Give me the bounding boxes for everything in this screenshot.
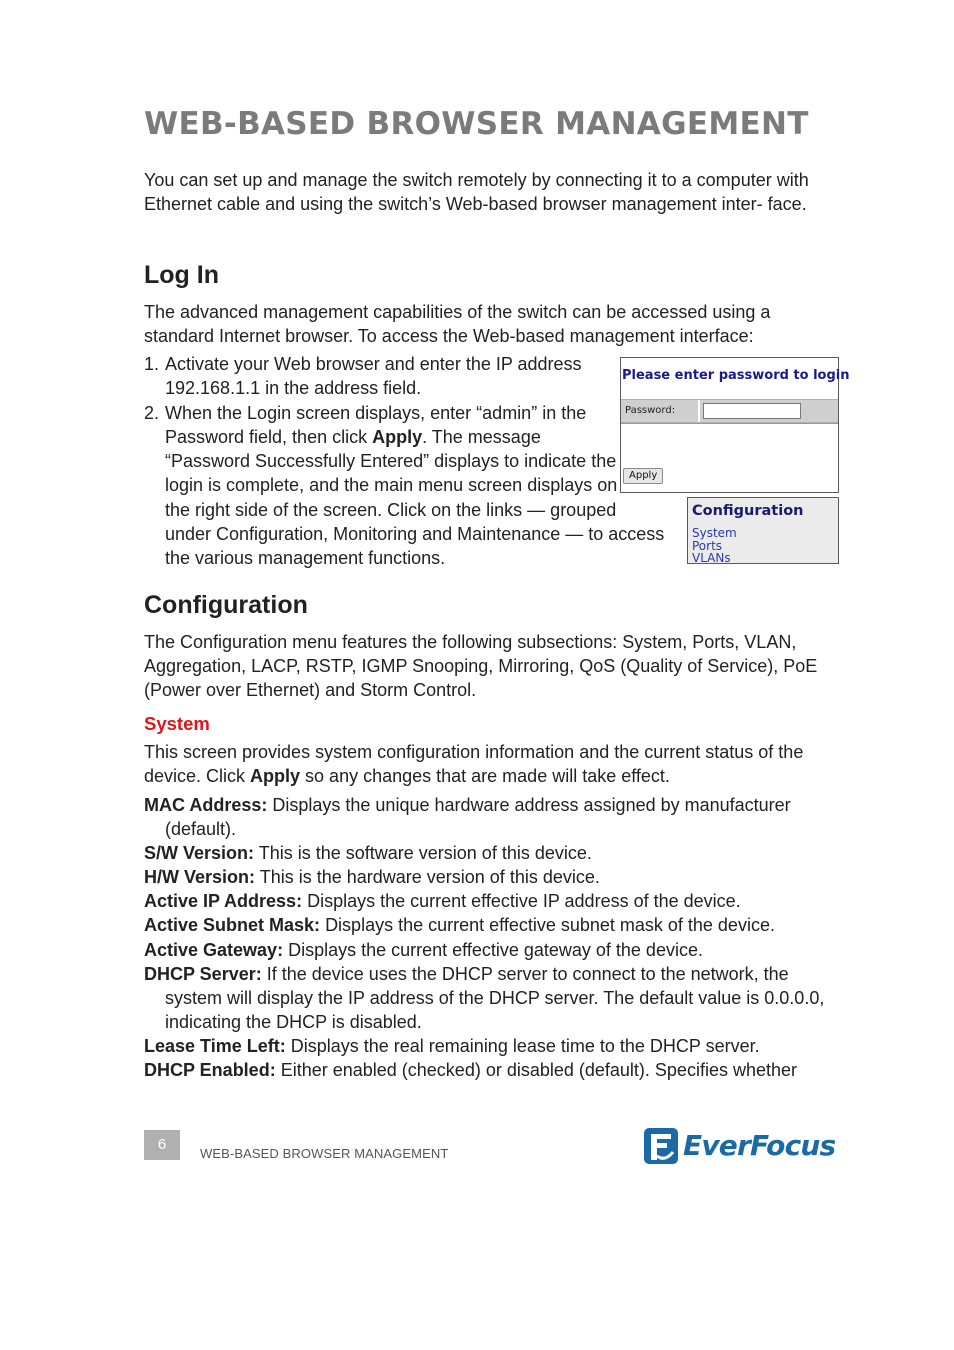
step-text-before: When the Login screen displays, enter “admin” in the Password field, then click — [165, 402, 587, 447]
definition-desc: Displays the real remaining lease time to the DHCP server. — [290, 1035, 760, 1056]
row-separator — [698, 400, 700, 422]
system-subheading: System — [144, 713, 210, 734]
definition-term: DHCP Enabled: — [144, 1060, 276, 1081]
definition-term: Active Subnet Mask: — [144, 915, 321, 936]
login-panel-title: Please enter password to login — [622, 368, 850, 383]
configuration-intro-paragraph: The Configuration menu features the following subsections: System, Ports, VLAN, Aggregation, LACP, RSTP, IGMP Snooping, Mirroring, QoS (Quality of Service), PoE (Power over Ethernet) and Storm Control. — [144, 632, 818, 700]
page-number-box: 6 — [144, 1130, 180, 1160]
definition-item — [144, 913, 844, 937]
definition-desc: If the device uses the DHCP server to connect to the network, the system will display the IP address of the DHCP server. The default value is 0.0.0.0, indicating the DHCP is disabled. — [165, 963, 825, 1032]
step-text: Activate your Web browser and enter the IP address 192.168.1.1 in the address field. — [165, 354, 582, 399]
step-bold-apply: Apply — [372, 426, 423, 447]
login-intro-paragraph: The advanced management capabilities of the switch can be accessed using a standard Internet browser. To access the Web-based management interface: — [144, 302, 771, 346]
step-text-after: . The message “Password Successfully Entered” displays to indicate the login is complete, and the main menu screen displays on the right side of the screen. Click on the links — grouped under Configuration, Monitoring and Maintenance — to access the various management functions. — [165, 426, 665, 569]
definition-term: MAC Address: — [144, 795, 268, 815]
definition-desc: This is the software version of this device. — [258, 843, 592, 864]
logo-text: EverFocus — [683, 1129, 836, 1162]
menu-link-vlans[interactable]: VLANs — [692, 551, 731, 564]
system-intro-before: This screen provides system configuration information and the current status of the device. Click — [144, 742, 804, 786]
login-heading: Log In — [144, 261, 219, 289]
definition-desc: Displays the current effective IP address of the device. — [307, 891, 741, 912]
definition-term: H/W Version: — [144, 867, 256, 888]
page-title: WEB-BASED BROWSER MANAGEMENT — [144, 106, 809, 142]
definition-item — [144, 793, 844, 841]
definition-desc: Displays the unique hardware address assigned by manufacturer (default). — [165, 795, 791, 840]
everfocus-logo-icon — [643, 1126, 679, 1166]
password-field[interactable] — [703, 403, 801, 419]
definition-item — [144, 865, 844, 889]
definition-item — [144, 889, 844, 913]
menu-link-ports[interactable]: Ports — [692, 538, 723, 553]
password-label: Password: — [625, 405, 676, 416]
login-panel-screenshot — [620, 357, 850, 493]
menu-link-system[interactable]: System — [692, 526, 737, 540]
system-intro-paragraph — [144, 740, 844, 788]
definition-term: S/W Version: — [144, 843, 255, 864]
step-number: 1. — [144, 354, 160, 374]
system-intro-after: so any changes that are made will take effect. — [300, 766, 670, 786]
password-row — [621, 399, 838, 423]
definition-desc: Displays the current effective gateway of the device. — [288, 939, 703, 960]
footer-section-title: WEB-BASED BROWSER MANAGEMENT — [200, 1146, 449, 1161]
definition-term: Lease Time Left: — [144, 1035, 286, 1056]
definition-item — [144, 1058, 844, 1082]
definition-item — [144, 938, 844, 962]
definition-item — [144, 1034, 844, 1058]
definition-term: DHCP Server: — [144, 963, 262, 984]
definition-desc: This is the hardware version of this device. — [259, 867, 600, 888]
system-intro-bold-apply: Apply — [250, 766, 301, 786]
panel-divider — [621, 423, 838, 424]
menu-links — [692, 527, 737, 564]
configuration-menu-screenshot — [687, 497, 839, 564]
definition-item — [144, 962, 844, 1034]
definition-item — [144, 841, 844, 865]
definition-term: Active IP Address: — [144, 891, 303, 912]
intro-paragraph: You can set up and manage the switch remotely by connecting it to a computer with Ethernet cable and using the switch’s Web-based browser management inter- face. — [144, 170, 809, 214]
configuration-heading: Configuration — [144, 591, 308, 619]
step-number: 2. — [144, 402, 160, 423]
menu-title: Configuration — [692, 503, 804, 519]
system-definitions-list — [144, 793, 844, 1082]
apply-button[interactable]: Apply — [623, 468, 663, 484]
definition-term: Active Gateway: — [144, 939, 284, 960]
definition-desc: Displays the current effective subnet mask of the device. — [325, 915, 775, 936]
definition-desc: Either enabled (checked) or disabled (default). Specifies whether — [280, 1060, 797, 1081]
